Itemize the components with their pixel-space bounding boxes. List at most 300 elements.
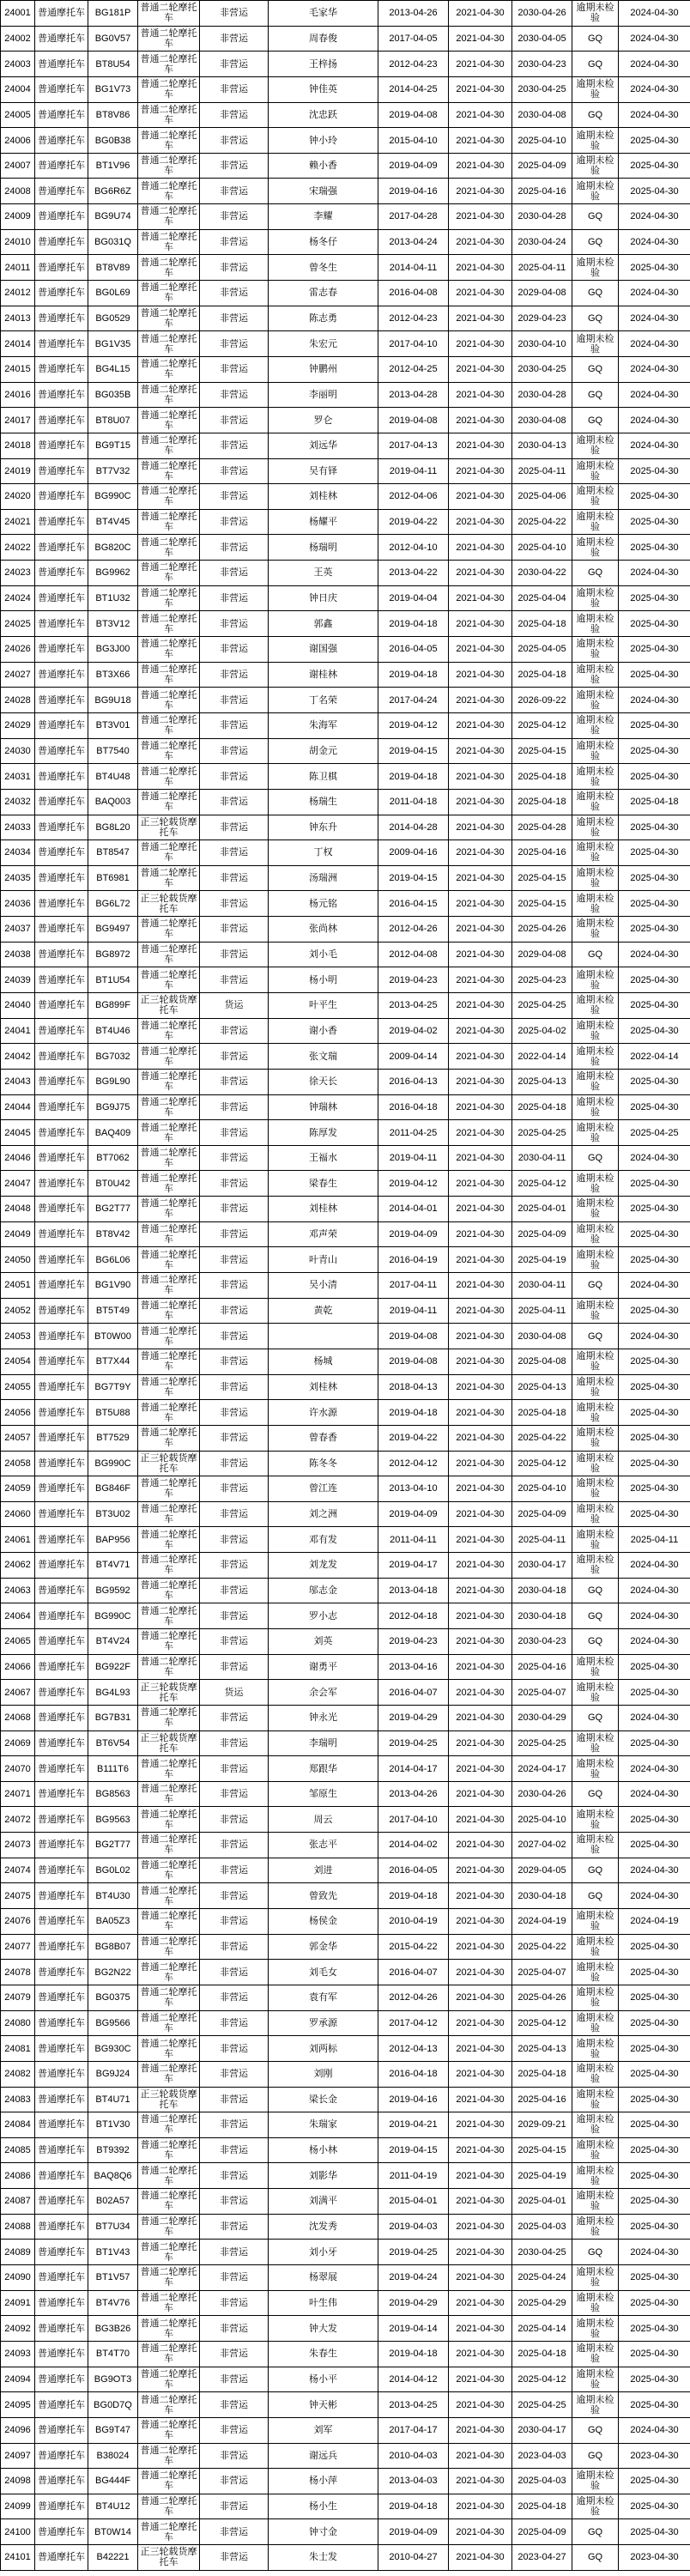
- cell-vehicle-category: 普通二轮摩托车: [138, 840, 200, 866]
- cell-date-2: 2021-04-30: [449, 1018, 512, 1044]
- cell-plate-number: BT7529: [88, 1425, 138, 1451]
- cell-owner-name: 陈厚发: [269, 1120, 378, 1146]
- table-row: [1, 1781, 690, 1807]
- cell-record-id: 24050: [1, 1247, 35, 1273]
- cell-owner-name: 杨小生: [269, 2494, 378, 2519]
- cell-date-3: 2025-04-18: [512, 662, 572, 688]
- cell-owner-name: 杨冬仔: [269, 229, 378, 255]
- cell-date-2: 2021-04-30: [449, 789, 512, 815]
- cell-vehicle-type: 普通摩托车: [35, 2087, 88, 2112]
- cell-vehicle-type: 普通摩托车: [35, 2163, 88, 2189]
- table-row: [1, 1400, 690, 1426]
- cell-owner-name: 钟天彬: [269, 2392, 378, 2418]
- cell-record-id: 24016: [1, 382, 35, 408]
- cell-vehicle-category: 普通二轮摩托车: [138, 2163, 200, 2189]
- cell-date-3: 2025-04-10: [512, 128, 572, 154]
- table-row: [1, 1680, 690, 1706]
- cell-status: GQ: [572, 1858, 619, 1883]
- cell-final-date: 2025-04-30: [619, 2341, 690, 2367]
- cell-vehicle-type: 普通摩托车: [35, 1858, 88, 1883]
- cell-plate-number: BG0375: [88, 1985, 138, 2010]
- cell-vehicle-category: 正三轮载货摩托车: [138, 1451, 200, 1476]
- table-row: [1, 585, 690, 611]
- cell-registration-date: 2019-04-18: [378, 764, 449, 790]
- cell-registration-date: 2010-04-27: [378, 2545, 449, 2571]
- cell-owner-name: 王福水: [269, 1145, 378, 1171]
- cell-plate-number: BT7062: [88, 1145, 138, 1171]
- cell-usage: 非营运: [200, 458, 269, 484]
- table-row: [1, 1578, 690, 1603]
- cell-plate-number: BT4V45: [88, 509, 138, 535]
- cell-vehicle-type: 普通摩托车: [35, 2392, 88, 2418]
- cell-final-date: 2024-04-30: [619, 52, 690, 77]
- cell-plate-number: BG3B26: [88, 2316, 138, 2342]
- cell-final-date: 2024-04-30: [619, 1858, 690, 1883]
- cell-status: GQ: [572, 1603, 619, 1629]
- cell-vehicle-category: 普通二轮摩托车: [138, 2214, 200, 2240]
- table-row: [1, 1756, 690, 1782]
- cell-final-date: 2025-04-30: [619, 1349, 690, 1374]
- cell-status: 逾期未检验: [572, 458, 619, 484]
- cell-owner-name: 谢国强: [269, 637, 378, 663]
- cell-registration-date: 2013-04-10: [378, 1476, 449, 1502]
- cell-status: 逾期未检验: [572, 789, 619, 815]
- cell-record-id: 24015: [1, 356, 35, 382]
- cell-record-id: 24098: [1, 2469, 35, 2494]
- cell-final-date: 2025-04-30: [619, 535, 690, 561]
- cell-usage: 非营运: [200, 2367, 269, 2392]
- cell-vehicle-type: 普通摩托车: [35, 204, 88, 230]
- table-row: [1, 738, 690, 764]
- cell-plate-number: BG031Q: [88, 229, 138, 255]
- cell-date-3: 2026-09-22: [512, 688, 572, 713]
- cell-date-3: 2025-04-11: [512, 1298, 572, 1324]
- cell-registration-date: 2012-04-25: [378, 356, 449, 382]
- cell-usage: 非营运: [200, 1298, 269, 1324]
- cell-owner-name: 刘两标: [269, 2036, 378, 2062]
- cell-registration-date: 2017-04-11: [378, 1273, 449, 1299]
- cell-usage: 非营运: [200, 1985, 269, 2010]
- table-row: [1, 1018, 690, 1044]
- cell-registration-date: 2012-04-18: [378, 1603, 449, 1629]
- cell-usage: 非营运: [200, 76, 269, 102]
- cell-vehicle-category: 普通二轮摩托车: [138, 306, 200, 331]
- table-row: [1, 1654, 690, 1680]
- cell-registration-date: 2017-04-17: [378, 2417, 449, 2443]
- cell-status: GQ: [572, 1629, 619, 1655]
- cell-vehicle-category: 普通二轮摩托车: [138, 1578, 200, 1603]
- cell-date-2: 2021-04-30: [449, 2265, 512, 2291]
- cell-date-2: 2021-04-30: [449, 1197, 512, 1222]
- cell-status: 逾期未检验: [572, 1451, 619, 1476]
- table-row: [1, 840, 690, 866]
- cell-plate-number: BG930C: [88, 2036, 138, 2062]
- cell-plate-number: B02A57: [88, 2189, 138, 2215]
- cell-status: 逾期未检验: [572, 2061, 619, 2087]
- cell-date-3: 2030-04-23: [512, 52, 572, 77]
- cell-vehicle-category: 普通二轮摩托车: [138, 1221, 200, 1247]
- cell-registration-date: 2011-04-25: [378, 1120, 449, 1146]
- cell-vehicle-category: 普通二轮摩托车: [138, 1603, 200, 1629]
- cell-registration-date: 2013-04-25: [378, 992, 449, 1018]
- cell-plate-number: BAQ409: [88, 1120, 138, 1146]
- cell-record-id: 24031: [1, 764, 35, 790]
- cell-vehicle-category: 普通二轮摩托车: [138, 1501, 200, 1527]
- cell-date-2: 2021-04-30: [449, 433, 512, 458]
- cell-owner-name: 谢勇平: [269, 1654, 378, 1680]
- cell-vehicle-category: 普通二轮摩托车: [138, 2265, 200, 2291]
- cell-date-3: 2025-04-12: [512, 2367, 572, 2392]
- table-row: [1, 1603, 690, 1629]
- cell-registration-date: 2019-04-09: [378, 153, 449, 179]
- cell-vehicle-category: 普通二轮摩托车: [138, 2189, 200, 2215]
- cell-final-date: 2024-04-30: [619, 1578, 690, 1603]
- table-row: [1, 712, 690, 738]
- cell-usage: 非营运: [200, 1730, 269, 1756]
- cell-status: GQ: [572, 1145, 619, 1171]
- cell-date-3: 2029-09-21: [512, 2112, 572, 2138]
- cell-usage: 非营运: [200, 1044, 269, 1070]
- cell-final-date: 2025-04-30: [619, 2494, 690, 2519]
- cell-date-2: 2021-04-30: [449, 1934, 512, 1960]
- cell-plate-number: BG9T47: [88, 2417, 138, 2443]
- cell-registration-date: 2013-04-22: [378, 561, 449, 586]
- cell-date-2: 2021-04-30: [449, 1578, 512, 1603]
- cell-status: GQ: [572, 102, 619, 128]
- cell-final-date: 2025-04-25: [619, 1120, 690, 1146]
- cell-record-id: 24090: [1, 2265, 35, 2291]
- cell-final-date: 2025-04-30: [619, 2392, 690, 2418]
- cell-vehicle-category: 普通二轮摩托车: [138, 1654, 200, 1680]
- cell-record-id: 24021: [1, 509, 35, 535]
- cell-status: 逾期未检验: [572, 1960, 619, 1985]
- cell-date-3: 2023-04-27: [512, 2545, 572, 2571]
- cell-plate-number: BG6R6Z: [88, 179, 138, 204]
- cell-record-id: 24062: [1, 1553, 35, 1579]
- table-row: [1, 2163, 690, 2189]
- cell-record-id: 24085: [1, 2137, 35, 2163]
- table-row: [1, 509, 690, 535]
- cell-final-date: 2025-04-30: [619, 1094, 690, 1120]
- cell-usage: 非营运: [200, 484, 269, 510]
- cell-plate-number: BG7B31: [88, 1705, 138, 1730]
- table-row: [1, 1730, 690, 1756]
- table-row: [1, 1069, 690, 1094]
- cell-vehicle-type: 普通摩托车: [35, 2189, 88, 2215]
- cell-final-date: 2025-04-30: [619, 637, 690, 663]
- cell-registration-date: 2019-04-03: [378, 2214, 449, 2240]
- cell-status: GQ: [572, 1324, 619, 1349]
- cell-final-date: 2025-04-30: [619, 585, 690, 611]
- cell-vehicle-category: 普通二轮摩托车: [138, 1883, 200, 1909]
- cell-date-2: 2021-04-30: [449, 306, 512, 331]
- cell-status: 逾期未检验: [572, 76, 619, 102]
- cell-date-2: 2021-04-30: [449, 484, 512, 510]
- cell-status: 逾期未检验: [572, 1374, 619, 1400]
- cell-vehicle-category: 普通二轮摩托车: [138, 1629, 200, 1655]
- cell-vehicle-type: 普通摩托车: [35, 52, 88, 77]
- cell-vehicle-type: 普通摩托车: [35, 433, 88, 458]
- cell-vehicle-type: 普通摩托车: [35, 2469, 88, 2494]
- cell-vehicle-type: 普通摩托车: [35, 1960, 88, 1985]
- cell-owner-name: 丁名荣: [269, 688, 378, 713]
- cell-vehicle-category: 普通二轮摩托车: [138, 2290, 200, 2316]
- cell-date-2: 2021-04-30: [449, 967, 512, 993]
- cell-owner-name: 李丽明: [269, 382, 378, 408]
- cell-final-date: 2025-04-30: [619, 484, 690, 510]
- cell-final-date: 2024-04-30: [619, 1883, 690, 1909]
- cell-plate-number: BG990C: [88, 1451, 138, 1476]
- cell-usage: 非营运: [200, 2519, 269, 2545]
- cell-registration-date: 2019-04-12: [378, 712, 449, 738]
- cell-owner-name: 徐天长: [269, 1069, 378, 1094]
- cell-date-2: 2021-04-30: [449, 1756, 512, 1782]
- cell-usage: 非营运: [200, 1145, 269, 1171]
- cell-final-date: 2024-04-30: [619, 688, 690, 713]
- cell-registration-date: 2019-04-08: [378, 102, 449, 128]
- cell-usage: 非营运: [200, 789, 269, 815]
- cell-usage: 非营运: [200, 1527, 269, 1553]
- cell-status: GQ: [572, 2519, 619, 2545]
- table-row: [1, 789, 690, 815]
- cell-status: 逾期未检验: [572, 917, 619, 943]
- cell-plate-number: BT3V01: [88, 712, 138, 738]
- cell-final-date: 2024-04-30: [619, 561, 690, 586]
- cell-plate-number: BG9U74: [88, 204, 138, 230]
- cell-final-date: 2024-04-30: [619, 1273, 690, 1299]
- cell-date-3: 2030-04-22: [512, 561, 572, 586]
- cell-owner-name: 罗仑: [269, 408, 378, 433]
- cell-usage: 非营运: [200, 2469, 269, 2494]
- cell-vehicle-category: 普通二轮摩托车: [138, 204, 200, 230]
- cell-final-date: 2025-04-30: [619, 1069, 690, 1094]
- cell-status: 逾期未检验: [572, 128, 619, 154]
- cell-plate-number: BG9T15: [88, 433, 138, 458]
- cell-owner-name: 邬志金: [269, 1578, 378, 1603]
- cell-usage: 非营运: [200, 1018, 269, 1044]
- cell-registration-date: 2013-04-26: [378, 1781, 449, 1807]
- cell-registration-date: 2011-04-19: [378, 2163, 449, 2189]
- cell-vehicle-type: 普通摩托车: [35, 535, 88, 561]
- cell-final-date: 2025-04-30: [619, 2036, 690, 2062]
- cell-status: 逾期未检验: [572, 331, 619, 357]
- cell-registration-date: 2013-04-24: [378, 229, 449, 255]
- cell-usage: 非营运: [200, 1909, 269, 1935]
- cell-date-2: 2021-04-30: [449, 2316, 512, 2342]
- cell-date-3: 2025-04-15: [512, 2137, 572, 2163]
- cell-plate-number: BT8V42: [88, 1221, 138, 1247]
- cell-status: 逾期未检验: [572, 815, 619, 840]
- cell-date-2: 2021-04-30: [449, 1909, 512, 1935]
- cell-final-date: 2025-04-30: [619, 891, 690, 917]
- cell-plate-number: BG6L72: [88, 891, 138, 917]
- cell-vehicle-type: 普通摩托车: [35, 1680, 88, 1706]
- table-row: [1, 204, 690, 230]
- cell-owner-name: 郭鑫: [269, 611, 378, 637]
- cell-final-date: 2024-04-19: [619, 1909, 690, 1935]
- cell-vehicle-category: 普通二轮摩托车: [138, 2519, 200, 2545]
- cell-vehicle-category: 正三轮载货摩托车: [138, 815, 200, 840]
- cell-owner-name: 毛家华: [269, 1, 378, 27]
- cell-record-id: 24069: [1, 1730, 35, 1756]
- cell-final-date: 2025-04-30: [619, 917, 690, 943]
- cell-status: 逾期未检验: [572, 764, 619, 790]
- cell-registration-date: 2017-04-05: [378, 26, 449, 52]
- cell-vehicle-type: 普通摩托车: [35, 1553, 88, 1579]
- cell-record-id: 24086: [1, 2163, 35, 2189]
- table-row: [1, 26, 690, 52]
- cell-plate-number: BG0L02: [88, 1858, 138, 1883]
- cell-record-id: 24075: [1, 1883, 35, 1909]
- cell-plate-number: BT3V12: [88, 611, 138, 637]
- cell-registration-date: 2014-04-12: [378, 2367, 449, 2392]
- cell-date-2: 2021-04-30: [449, 2417, 512, 2443]
- cell-vehicle-category: 普通二轮摩托车: [138, 2392, 200, 2418]
- cell-final-date: 2025-04-30: [619, 2290, 690, 2316]
- cell-vehicle-category: 普通二轮摩托车: [138, 229, 200, 255]
- cell-vehicle-type: 普通摩托车: [35, 1425, 88, 1451]
- table-row: [1, 2494, 690, 2519]
- cell-vehicle-type: 普通摩托车: [35, 2137, 88, 2163]
- table-row: [1, 102, 690, 128]
- cell-record-id: 24032: [1, 789, 35, 815]
- cell-date-3: 2030-04-25: [512, 76, 572, 102]
- cell-record-id: 24072: [1, 1807, 35, 1833]
- cell-final-date: 2024-04-30: [619, 1629, 690, 1655]
- cell-registration-date: 2019-04-18: [378, 1883, 449, 1909]
- cell-vehicle-category: 正三轮载货摩托车: [138, 1680, 200, 1706]
- cell-usage: 非营运: [200, 1120, 269, 1146]
- cell-record-id: 24011: [1, 255, 35, 281]
- cell-owner-name: 周春俊: [269, 26, 378, 52]
- cell-date-3: 2025-04-22: [512, 1934, 572, 1960]
- cell-final-date: 2025-04-30: [619, 1833, 690, 1858]
- cell-vehicle-category: 普通二轮摩托车: [138, 2112, 200, 2138]
- cell-final-date: 2025-04-30: [619, 738, 690, 764]
- cell-date-2: 2021-04-30: [449, 535, 512, 561]
- cell-plate-number: BT3U02: [88, 1501, 138, 1527]
- cell-plate-number: BT3X66: [88, 662, 138, 688]
- cell-registration-date: 2015-04-01: [378, 2189, 449, 2215]
- cell-final-date: 2025-04-30: [619, 2163, 690, 2189]
- cell-registration-date: 2009-04-14: [378, 1044, 449, 1070]
- cell-date-2: 2021-04-30: [449, 1985, 512, 2010]
- cell-record-id: 24043: [1, 1069, 35, 1094]
- cell-date-3: 2030-04-24: [512, 229, 572, 255]
- cell-date-3: 2025-04-23: [512, 967, 572, 993]
- cell-date-3: 2025-04-25: [512, 992, 572, 1018]
- cell-vehicle-category: 正三轮载货摩托车: [138, 992, 200, 1018]
- cell-date-3: 2025-04-13: [512, 2036, 572, 2062]
- cell-vehicle-category: 普通二轮摩托车: [138, 2443, 200, 2469]
- cell-date-2: 2021-04-30: [449, 509, 512, 535]
- cell-final-date: 2024-04-30: [619, 382, 690, 408]
- cell-registration-date: 2017-04-10: [378, 331, 449, 357]
- cell-owner-name: 叶青山: [269, 1247, 378, 1273]
- cell-record-id: 24048: [1, 1197, 35, 1222]
- cell-status: 逾期未检验: [572, 1756, 619, 1782]
- cell-registration-date: 2016-04-15: [378, 891, 449, 917]
- cell-record-id: 24022: [1, 535, 35, 561]
- cell-record-id: 24039: [1, 967, 35, 993]
- cell-status: 逾期未检验: [572, 738, 619, 764]
- cell-record-id: 24018: [1, 433, 35, 458]
- cell-owner-name: 许水源: [269, 1400, 378, 1426]
- cell-status: 逾期未检验: [572, 1934, 619, 1960]
- table-row: [1, 281, 690, 306]
- cell-usage: 非营运: [200, 585, 269, 611]
- cell-vehicle-category: 普通二轮摩托车: [138, 433, 200, 458]
- cell-vehicle-category: 普通二轮摩托车: [138, 1425, 200, 1451]
- cell-owner-name: 刘英: [269, 1629, 378, 1655]
- table-row: [1, 1324, 690, 1349]
- cell-registration-date: 2010-04-19: [378, 1909, 449, 1935]
- cell-owner-name: 杨小明: [269, 967, 378, 993]
- cell-plate-number: BT4U46: [88, 1018, 138, 1044]
- cell-vehicle-type: 普通摩托车: [35, 917, 88, 943]
- cell-usage: 非营运: [200, 229, 269, 255]
- cell-plate-number: BG9497: [88, 917, 138, 943]
- cell-final-date: 2025-04-30: [619, 1476, 690, 1502]
- cell-usage: 非营运: [200, 2494, 269, 2519]
- cell-vehicle-category: 普通二轮摩托车: [138, 1298, 200, 1324]
- cell-vehicle-category: 普通二轮摩托车: [138, 2494, 200, 2519]
- table-row: [1, 561, 690, 586]
- table-row: [1, 2189, 690, 2215]
- cell-vehicle-type: 普通摩托车: [35, 688, 88, 713]
- cell-final-date: 2025-04-30: [619, 128, 690, 154]
- cell-date-3: 2030-04-11: [512, 1145, 572, 1171]
- cell-usage: 非营运: [200, 1654, 269, 1680]
- cell-usage: 非营运: [200, 1273, 269, 1299]
- cell-record-id: 24019: [1, 458, 35, 484]
- cell-vehicle-type: 普通摩托车: [35, 255, 88, 281]
- table-row: [1, 2087, 690, 2112]
- cell-date-2: 2021-04-30: [449, 458, 512, 484]
- cell-usage: 非营运: [200, 1756, 269, 1782]
- table-row: [1, 2137, 690, 2163]
- cell-registration-date: 2019-04-08: [378, 1324, 449, 1349]
- cell-vehicle-type: 普通摩托车: [35, 2519, 88, 2545]
- cell-registration-date: 2019-04-04: [378, 585, 449, 611]
- cell-status: 逾期未检验: [572, 2469, 619, 2494]
- cell-owner-name: 叶生伟: [269, 2290, 378, 2316]
- table-row: [1, 2265, 690, 2291]
- cell-vehicle-type: 普通摩托车: [35, 1247, 88, 1273]
- cell-vehicle-category: 普通二轮摩托车: [138, 1985, 200, 2010]
- cell-date-3: 2025-04-22: [512, 1425, 572, 1451]
- cell-record-id: 24012: [1, 281, 35, 306]
- cell-date-3: 2025-04-06: [512, 484, 572, 510]
- cell-owner-name: 刘小毛: [269, 942, 378, 967]
- cell-vehicle-category: 普通二轮摩托车: [138, 1807, 200, 1833]
- cell-registration-date: 2012-04-26: [378, 1985, 449, 2010]
- cell-final-date: 2024-04-30: [619, 76, 690, 102]
- cell-owner-name: 黄乾: [269, 1298, 378, 1324]
- cell-plate-number: BT1U54: [88, 967, 138, 993]
- cell-registration-date: 2015-04-22: [378, 1934, 449, 1960]
- table-row: [1, 2036, 690, 2062]
- table-row: [1, 1145, 690, 1171]
- cell-status: 逾期未检验: [572, 2392, 619, 2418]
- cell-final-date: 2025-04-11: [619, 1527, 690, 1553]
- table-row: [1, 408, 690, 433]
- cell-usage: 非营运: [200, 1171, 269, 1197]
- cell-record-id: 24013: [1, 306, 35, 331]
- cell-date-2: 2021-04-30: [449, 1094, 512, 1120]
- cell-vehicle-type: 普通摩托车: [35, 1629, 88, 1655]
- cell-record-id: 24035: [1, 865, 35, 891]
